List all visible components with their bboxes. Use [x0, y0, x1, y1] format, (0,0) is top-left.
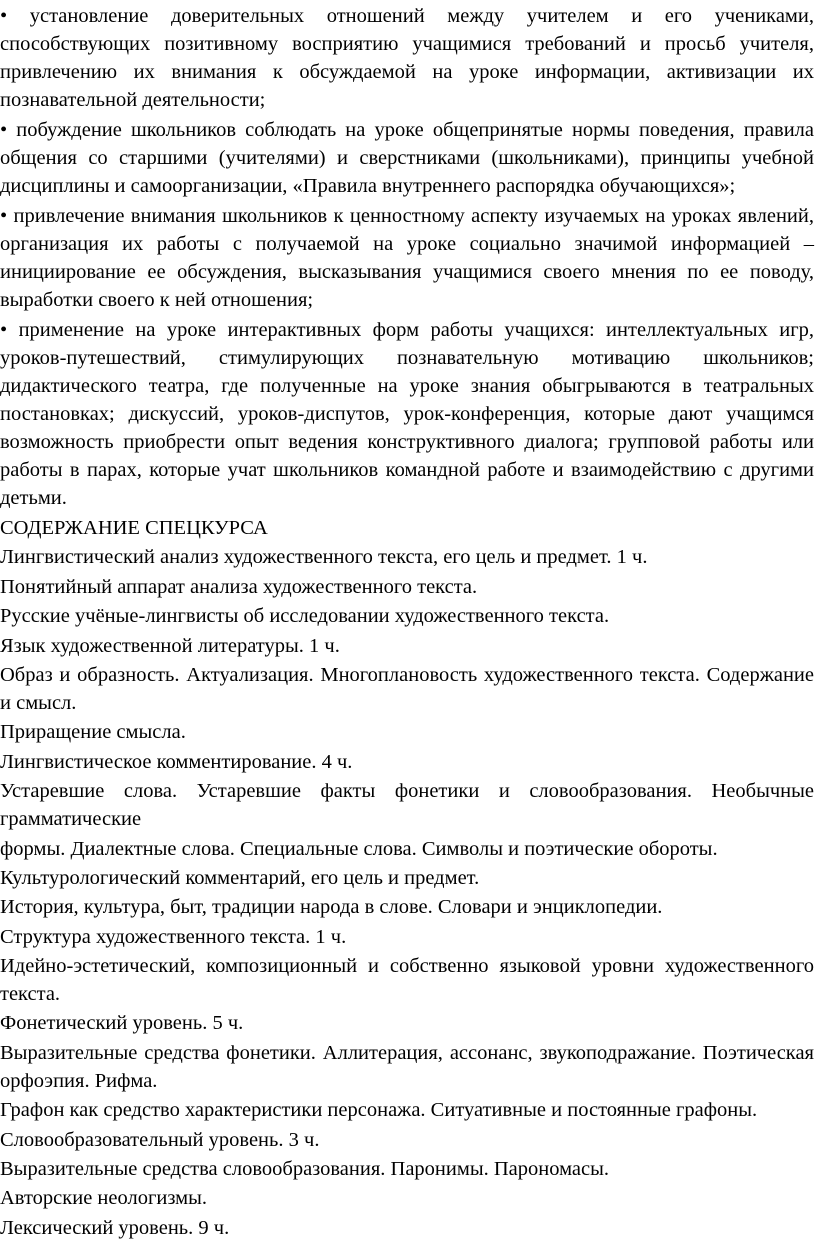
course-line: Образ и образность. Актуализация. Многоплановость художественного текста. Содержание и смысл. [0, 663, 814, 714]
course-line: Лексический уровень. 9 ч. [0, 1216, 230, 1239]
course-line: Русские учёные-лингвисты об исследовании художественного текста. [0, 605, 610, 628]
bullet-paragraph-norms: • побуждение школьников соблюдать на уроке общепринятые нормы поведения, правила общения со старшими (учителями) и сверстниками (школьниками), принципы учебной дисциплины и самоорганизации, «Правила внутреннего распорядка обучающихся»; [0, 119, 814, 197]
course-line: Приращение смысла. [0, 721, 186, 744]
course-line: Словообразовательный уровень. 3 ч. [0, 1128, 320, 1151]
bullet-paragraph-interactive: • применение на уроке интерактивных форм работы учащихся: интеллектуальных игр, уроков-путешествий, стимулирующих познавательную мотивацию школьников; дидактического театра, где полученные на уроке знания обыгрываются в театральных постановках; дискуссий, уроков-диспутов, урок-конференция, которые дают учащимся возможность приобрести опыт ведения конструктивного диалога; групповой работы или работы в парах, которые учат школьников командной работе и взаимодействию с другими детьми. [0, 319, 814, 509]
course-line: Язык художественной литературы. 1 ч. [0, 634, 340, 657]
section-heading: СОДЕРЖАНИЕ СПЕЦКУРСА [0, 517, 268, 539]
course-line: формы. Диалектные слова. Специальные слова. Символы и поэтические обороты. [0, 837, 718, 860]
course-line: Графон как средство характеристики персонажа. Ситуативные и постоянные графоны. [0, 1099, 758, 1122]
course-line: Культурологический комментарий, его цель и предмет. [0, 866, 480, 889]
course-line: Фонетический уровень. 5 ч. [0, 1012, 244, 1035]
course-line: Авторские неологизмы. [0, 1187, 208, 1210]
course-line: Лингвистический анализ художественного текста, его цель и предмет. 1 ч. [0, 546, 648, 569]
document-page [0, 2, 814, 1243]
course-line: Идейно-эстетический, композиционный и собственно языковой уровни художественного текста. [0, 955, 814, 1006]
bullet-paragraph-trust: • установление доверительных отношений между учителем и его учениками, способствующих позитивному восприятию учащимися требований и просьб учителя, привлечению их внимания к обсуждаемой на уроке информации, активизации их познавательной деятельности; [0, 5, 814, 111]
bullet-paragraph-values: • привлечение внимания школьников к ценностному аспекту изучаемых на уроках явлений, организация их работы с получаемой на уроке социально значимой информацией – инициирование ее обсуждения, высказывания учащимися своего мнения по ее поводу, выработки своего к ней отношения; [0, 205, 814, 311]
course-line: История, культура, быт, традиции народа в слове. Словари и энциклопедии. [0, 896, 663, 919]
course-line: Устаревшие слова. Устаревшие факты фонетики и словообразования. Необычные грамматические [0, 780, 814, 831]
course-line: Выразительные средства фонетики. Аллитерация, ассонанс, звукоподражание. Поэтическая орфоэпия. Рифма. [0, 1041, 814, 1092]
course-line: Понятийный аппарат анализа художественного текста. [0, 575, 478, 598]
course-line: Структура художественного текста. 1 ч. [0, 925, 347, 948]
course-line: Лингвистическое комментирование. 4 ч. [0, 750, 353, 773]
course-line: Выразительные средства словообразования. Паронимы. Парономасы. [0, 1158, 610, 1181]
